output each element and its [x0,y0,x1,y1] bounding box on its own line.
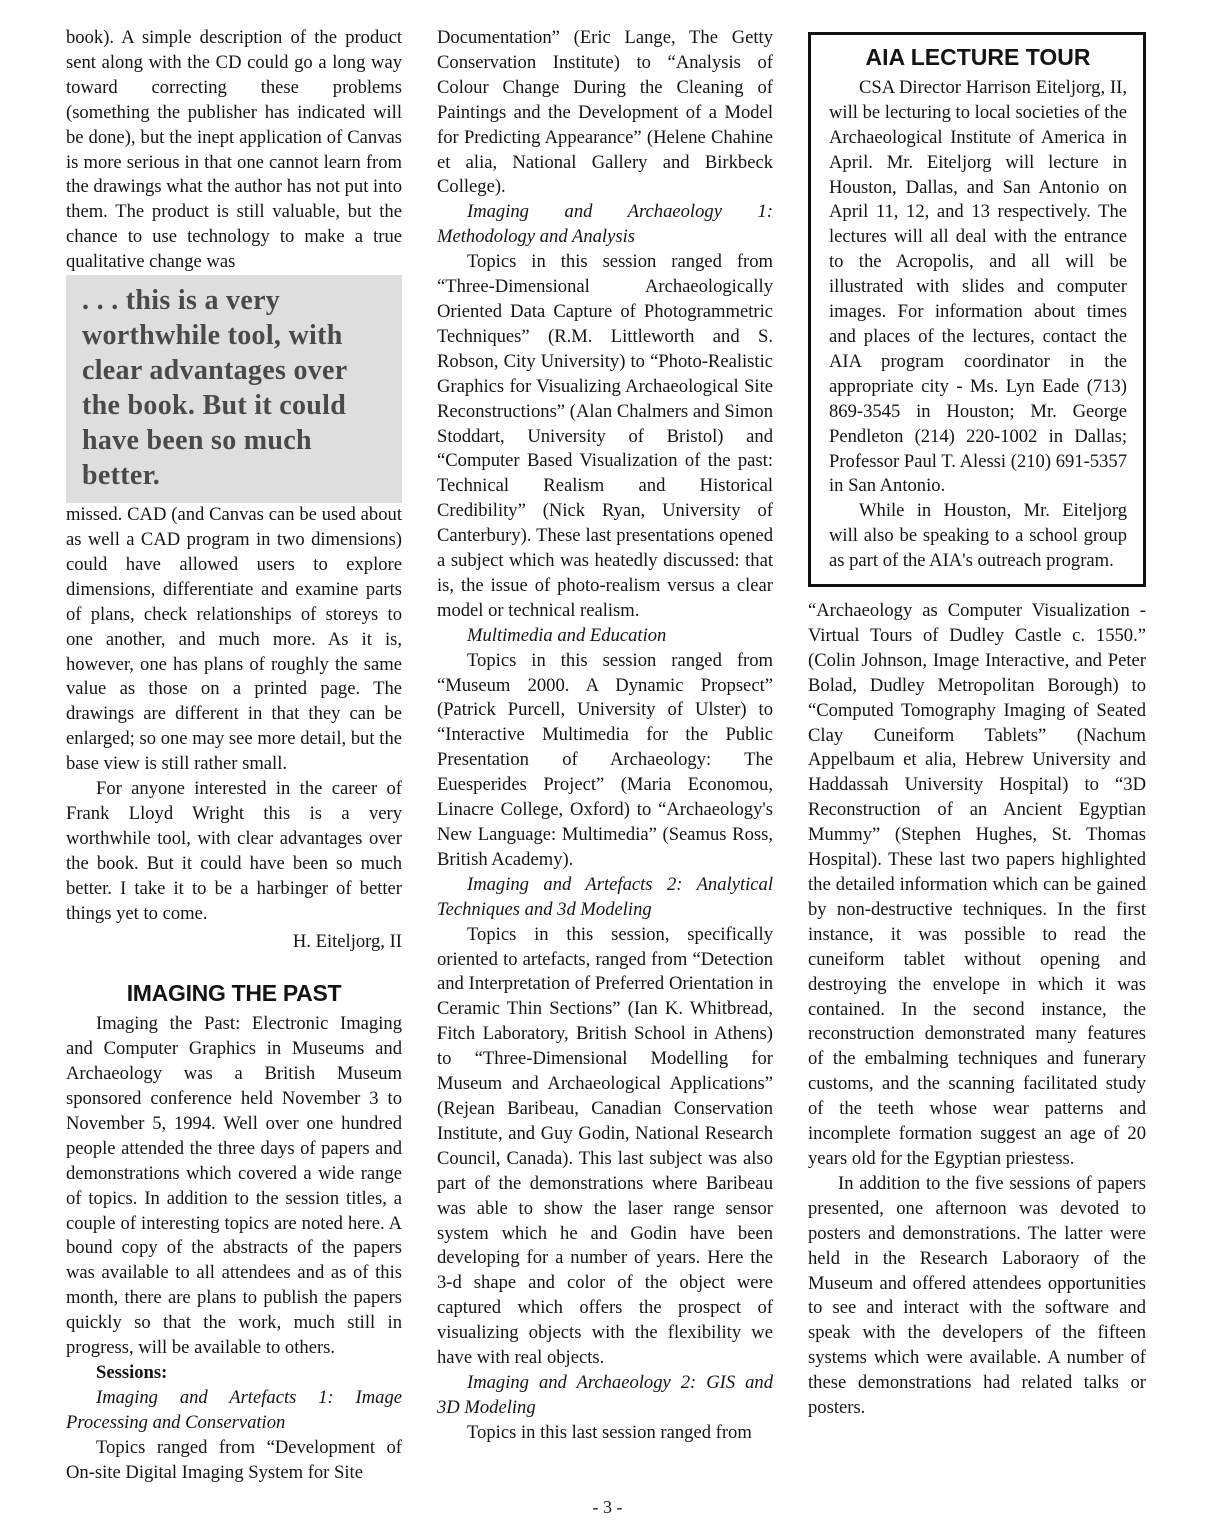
body-paragraph: book). A simple description of the product sent along with the CD could go a long way toward correcting these problems (something the publisher has indicated will be done), but the inept application of Canvas is more serious in that one cannot learn from the drawings what the author has not put into them. The product is still valuable, but the chance to use technology to make a true qualitative change was [66,27,402,273]
session-title: Imaging and Artefacts 1: Image Processing and Conservation [66,1386,402,1433]
session-title: Multimedia and Education [467,624,667,646]
body-paragraph: For anyone interested in the career of Frank Lloyd Wright this is a very worthwhile tool, with clear advantages over the book. But it could have been so much better. I take it to be a harbinger of better things yet to come. [66,778,402,924]
page-number: - 3 - [592,1497,623,1517]
box-paragraph: While in Houston, Mr. Eiteljorg will also be speaking to a school group as part of the AIA's outreach program. [829,500,1127,572]
body-paragraph: Imaging the Past: Electronic Imaging and Computer Graphics in Museums and Archaeology was a British Museum sponsored conference held November 3 to November 5, 1994. Well over one hundred people attended the three days of papers and demonstrations which covered a wide range of topics. In addition to the session titles, a couple of interesting topics are noted here. A bound copy of the abstracts of the papers was available to all attendees and as of this month, there are plans to publish the papers quickly so that the work, much still in progress, will be available to others. [66,1013,402,1359]
column-2 [437,26,773,1446]
session-title: Imaging and Artefacts 2: Analytical Techniques and 3d Modeling [437,873,773,920]
session-title: Imaging and Archaeology 2: GIS and 3D Modeling [437,1371,773,1418]
author-signature: H. Eiteljorg, II [292,931,402,953]
body-paragraph: missed. CAD (and Canvas can be used about as well a CAD program in two dimensions) could have allowed users to explore dimensions, differentiate and examine parts of plans, check relationships of storeys to one another, and much more. As it is, however, one has plans of roughly the same value as those on a printed page. The drawings are different in that they can be enlarged; so one may see more detail, but the base view is still rather small. [66,504,402,775]
body-paragraph: Topics in this session, specifically oriented to artefacts, ranged from “Detection and Interpretation of Preferred Orientation in Ceramic Thin Sections” (Ian K. Whitbread, Fitch Laboratory, British School in Athens) to “Three-Dimensional Modelling for Museum and Archaeological Applications” (Rejean Baribeau, Canadian Conservation Institute, and Guy Godin, National Research Council, Canada). This last subject was also part of the demonstrations where Baribeau was able to show the laser range sensor system which he and Godin have been developing for a number of years. Here the 3-d shape and color of the object were captured which offers the prospect of visualizing objects with the flexibility we have with real objects. [437,923,773,1369]
section-heading: IMAGING THE PAST [126,980,342,1007]
body-paragraph: In addition to the five sessions of papers presented, one afternoon was devoted to posters and demonstrations. The latter were held in the Research Laboraory of the Museum and offered attendees opportunities to see and interact with the software and speak with the developers of the fifteen systems which were available. A number of these demonstrations had related talks or posters. [808,1172,1146,1419]
sessions-label: Sessions: [96,1361,168,1383]
pull-quote: . . . this is a very worthwhile tool, with clear advantages over the book. But it could have been so much better. [66,275,402,503]
body-paragraph: Documentation” (Eric Lange, The Getty Conservation Institute) to “Analysis of Colour Change During the Cleaning of Paintings and the Development of a Model for Predicting Appearance” (Helene Chahine et alia, National Gallery and Birkbeck College). [437,27,773,198]
body-paragraph: Topics in this session ranged from “Museum 2000. A Dynamic Propsect” (Patrick Purcell, University of Ulster) to “Interactive Multimedia for the Public Presentation of Archaeology: The Euesperides Project” (Maria Economou, Linacre College, Oxford) to “Archaeology's New Language: Multimedia” (Seamus Ross, British Academy). [437,649,773,870]
body-paragraph: “Archaeology as Computer Visualization - Virtual Tours of Dudley Castle c. 1550.” (Colin Johnson, Image Interactive, and Peter Bolad, Dudley Metropolitan Borough) to “Computed Tomography Imaging of Seated Clay Cuneiform Tablets” (Nachum Appelbaum et alia, Hebrew University and Haddassah University Hospital) to “3D Reconstruction of an Ancient Egyptian Mummy” (Stephen Hughes, St. Thomas Hospital). These last two papers highlighted the detailed information which can be gained by non-destructive techniques. In the first instance, it was possible to read the cuneiform tablet without opening and destroying the envelope in which it was contained. In the second instance, the reconstruction demonstrated many features of the embalming techniques and funerary customs, and the scanning facilitated study of the teeth whose wear patterns and incomplete formation suggest an age of 20 years old for the Egyptian priestess. [808,600,1146,1169]
lecture-tour-box [808,32,1146,587]
session-title: Imaging and Archaeology 1: Methodology and Analysis [437,201,773,248]
box-paragraph: CSA Director Harrison Eiteljorg, II, will be lecturing to local societies of the Archaeological Institute of America in April. Mr. Eiteljorg will lecture in Houston, Dallas, and San Antonio on April 11, 12, and 13 respectively. The lectures will all deal with the entrance to the Acropolis, and all will be illustrated with slides and computer images. For information about times and places of the lectures, contact the AIA program coordinator in the appropriate city - Ms. Lyn Eade (713) 869-3545 in Houston; Mr. George Pendleton (214) 220-1002 in Dallas; Professor Paul T. Alessi (210) 691-5357 in San Antonio. [829,76,1127,497]
column-3 [808,26,1146,1421]
column-1 [66,26,402,1486]
body-paragraph: Topics in this session ranged from “Three-Dimensional Archaeologically Oriented Data Capture of Photogrammetric Techniques” (R.M. Littleworth and S. Robson, City University) to “Photo-Realistic Graphics for Visualizing Archaeological Site Reconstructions” (Alan Chalmers and Simon Stoddart, University of Bristol) and “Computer Based Visualization of the past: Technical Realism and Historical Credibility” (Nick Ryan, University of Canterbury). These last presentations opened a subject which was heatedly discussed: that is, the issue of photo-realism versus a clear model or technical realism. [437,251,773,621]
box-heading: AIA LECTURE TOUR [865,44,1091,70]
body-paragraph: Topics in this last session ranged from [467,1421,752,1443]
body-paragraph: Topics ranged from “Development of On-site Digital Imaging System for Site [66,1436,402,1483]
